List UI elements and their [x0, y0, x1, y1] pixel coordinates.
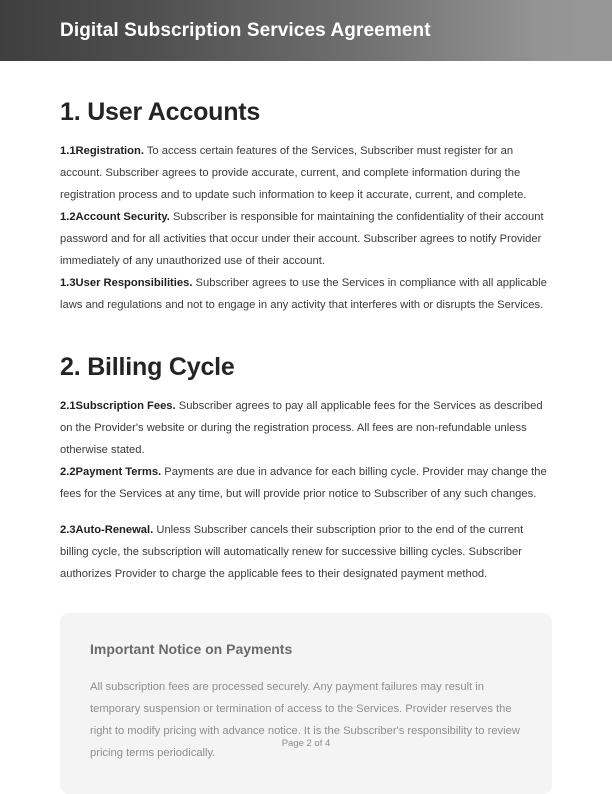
clause-2-1	[60, 395, 552, 461]
clause-1-3-lead: 1.3User Responsibilities.	[60, 276, 193, 289]
clause-2-3-lead: 2.3Auto-Renewal.	[60, 523, 154, 536]
section-heading-user-accounts: 1. User Accounts	[60, 98, 261, 126]
clause-1-1-lead: 1.1Registration.	[60, 144, 144, 157]
document-body	[60, 61, 552, 794]
clause-2-1-text: Subscriber agrees to pay all applicable fees for the Services as described on the Provider's website or during the registration process. All fees are non-refundable unless otherwise stated.	[60, 399, 543, 456]
clause-1-3-text: Subscriber agrees to use the Services in compliance with all applicable laws and regulations and not to engage in any activity that interferes with or disrupts the Services.	[60, 276, 547, 311]
clause-2-2-text: Payments are due in advance for each billing cycle. Provider may change the fees for the Services at any time, but will provide prior notice to Subscriber of any such changes.	[60, 465, 547, 500]
clause-2-2	[60, 461, 552, 505]
clause-1-2-lead: 1.2Account Security.	[60, 210, 170, 223]
clause-2-2-lead: 2.2Payment Terms.	[60, 465, 162, 478]
clause-1-1	[60, 140, 552, 206]
clause-2-3-text: Unless Subscriber cancels their subscription prior to the end of the current billing cycle, the subscription will automatically renew for successive billing cycles. Subscriber authorizes Provider to charge the applicable fees to their designated payment method.	[60, 523, 524, 580]
page-number-footer: Page 2 of 4	[281, 738, 331, 749]
clause-1-2	[60, 206, 552, 272]
clause-1-1-text: To access certain features of the Services, Subscriber must register for an account. Subscriber agrees to provide accurate, current, and complete information during the registration process and to update such information to keep it accurate, current, and complete.	[60, 144, 527, 201]
section-heading-billing-cycle: 2. Billing Cycle	[60, 352, 235, 381]
clause-1-3	[60, 272, 552, 316]
callout-body-text: All subscription fees are processed securely. Any payment failures may result in temporary suspension or termination of access to the Services. Provider reserves the right to modify pricing with advance notice. It is the Subscriber's responsibility to review pricing terms periodically.	[90, 680, 520, 759]
clause-2-3	[60, 519, 552, 585]
callout-title: Important Notice on Payments	[90, 640, 293, 657]
clause-2-1-lead: 2.1Subscription Fees.	[60, 399, 176, 412]
important-notice-callout	[60, 613, 552, 794]
clause-1-2-text: Subscriber is responsible for maintaining the confidentiality of their account password and for all activities that occur under their account. Subscriber agrees to notify Provider immediately of any unauthorized use of their account.	[60, 210, 544, 267]
document-title: Digital Subscription Services Agreement	[60, 20, 431, 41]
document-header-band	[0, 0, 612, 61]
